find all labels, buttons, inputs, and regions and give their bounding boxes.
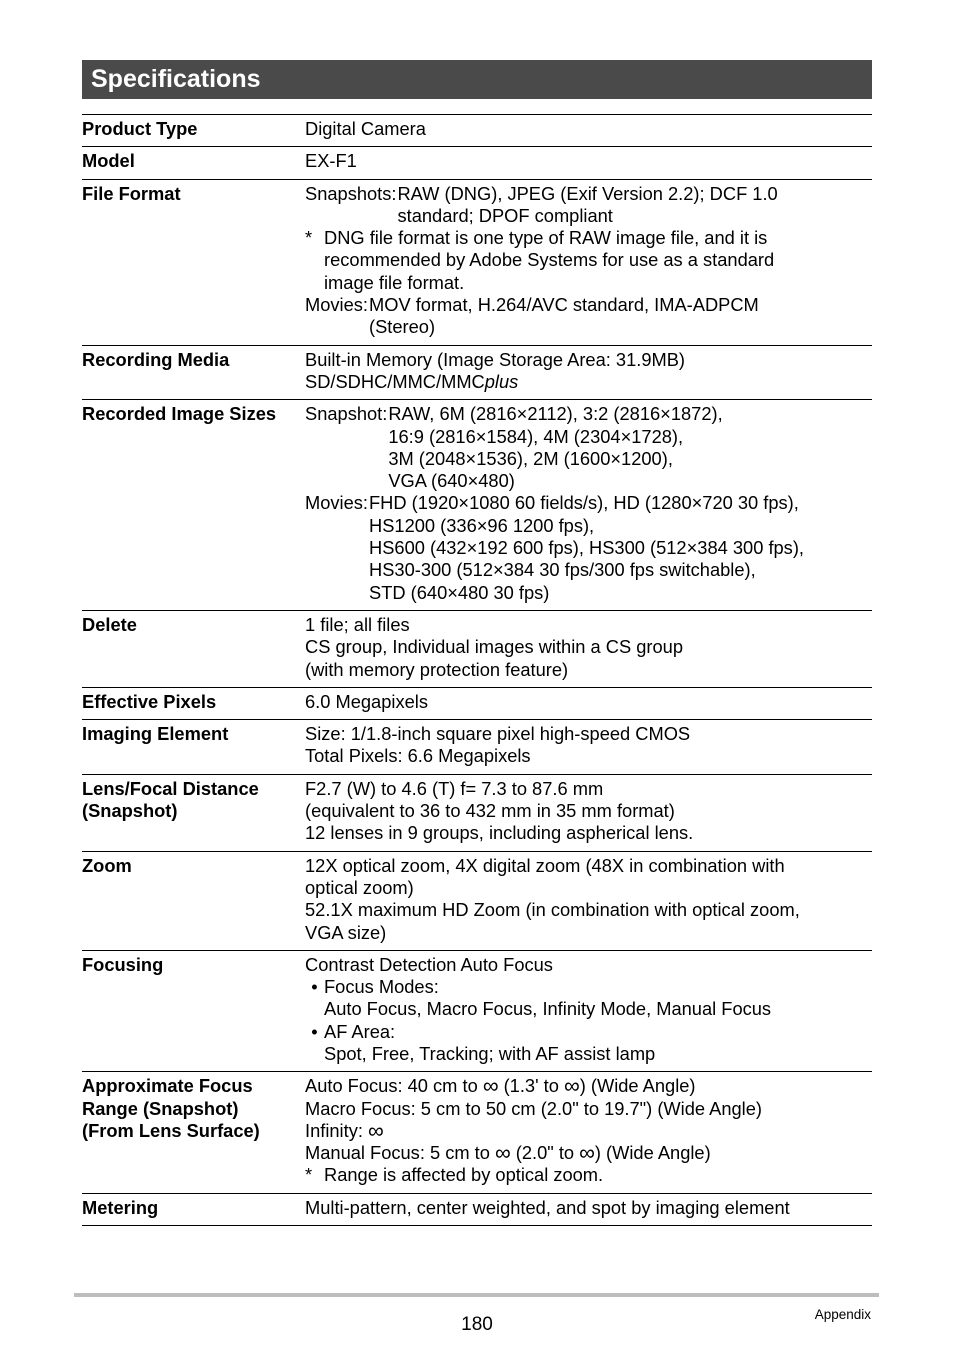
- value-line: 1 file; all files: [305, 613, 410, 635]
- af-area-title: AF Area:: [324, 1020, 396, 1042]
- row-value: [305, 1072, 872, 1193]
- text-segment: Infinity:: [305, 1119, 368, 1141]
- row-value: [305, 774, 872, 851]
- note-line: recommended by Adobe Systems for use as a standard: [324, 249, 775, 271]
- af-area-value: Spot, Free, Tracking; with AF assist lamp: [324, 1042, 656, 1064]
- row-label: Effective Pixels: [82, 687, 305, 719]
- table-row: [82, 147, 872, 179]
- page-title: Specifications: [82, 60, 872, 99]
- infinity-icon: ∞: [564, 1073, 580, 1099]
- value-line: (with memory protection feature): [305, 658, 569, 680]
- infinity-icon: ∞: [495, 1140, 511, 1166]
- table-row: [82, 774, 872, 851]
- text-segment: ) (Wide Angle): [594, 1142, 711, 1164]
- bullet-icon: •: [311, 976, 318, 998]
- label-line: (From Lens Surface): [82, 1119, 260, 1141]
- row-value: Multi-pattern, center weighted, and spot by imaging element: [305, 1193, 872, 1225]
- focus-modes-title: Focus Modes:: [324, 976, 439, 998]
- table-row: [82, 950, 872, 1071]
- table-row: [82, 115, 872, 147]
- label-line: (Snapshot): [82, 800, 178, 822]
- note-line: Range is affected by optical zoom.: [324, 1164, 604, 1186]
- row-label: Model: [82, 147, 305, 179]
- footer-divider: [74, 1293, 879, 1297]
- value-line: FHD (1920×1080 60 fields/s), HD (1280×720 30 fps),: [369, 492, 799, 514]
- note-line: DNG file format is one type of RAW image file, and it is: [324, 227, 768, 249]
- row-value: 6.0 Megapixels: [305, 687, 872, 719]
- row-value: [305, 400, 872, 611]
- movies-key: Movies:: [305, 294, 368, 316]
- value-line: CS group, Individual images within a CS group: [305, 636, 684, 658]
- auto-focus-range: [305, 1075, 872, 1097]
- value-line: VGA size): [305, 921, 387, 943]
- table-row: [82, 1072, 872, 1193]
- table-row: [82, 345, 872, 400]
- focus-modes-value: Auto Focus, Macro Focus, Infinity Mode, Manual Focus: [324, 998, 772, 1020]
- bullet-icon: •: [311, 1020, 318, 1042]
- value-line: 12 lenses in 9 groups, including aspherical lens.: [305, 822, 694, 844]
- value-line: VGA (640×480): [388, 470, 515, 492]
- row-label: [82, 774, 305, 851]
- text-segment: Auto Focus: 40 cm to: [305, 1075, 483, 1097]
- value-line: RAW (DNG), JPEG (Exif Version 2.2); DCF 1.0: [397, 182, 778, 204]
- row-label: Recording Media: [82, 345, 305, 400]
- text-segment: (2.0" to: [510, 1142, 580, 1164]
- movies-key: Movies:: [305, 492, 368, 514]
- table-row: [82, 610, 872, 687]
- text-segment: (1.3' to: [498, 1075, 564, 1097]
- table-row: [82, 1193, 872, 1225]
- row-label: File Format: [82, 179, 305, 345]
- row-label: Zoom: [82, 851, 305, 950]
- media-prefix: SD/SDHC/MMC/MMC: [305, 370, 485, 392]
- row-label: Imaging Element: [82, 720, 305, 775]
- snapshots-key: Snapshots:: [305, 182, 397, 204]
- table-row: [82, 179, 872, 345]
- label-line: Range (Snapshot): [82, 1097, 239, 1119]
- value-line: Total Pixels: 6.6 Megapixels: [305, 745, 531, 767]
- value-line: (Stereo): [369, 316, 436, 338]
- note-mark: *: [305, 227, 313, 249]
- row-value: [305, 610, 872, 687]
- macro-focus-range: Macro Focus: 5 cm to 50 cm (2.0" to 19.7") (Wide Angle): [305, 1097, 762, 1119]
- value-line: 3M (2048×1536), 2M (1600×1200),: [388, 447, 673, 469]
- snapshot-key: Snapshot:: [305, 403, 388, 425]
- value-line: [305, 371, 872, 393]
- value-line: STD (640×480 30 fps): [369, 581, 550, 603]
- specifications-table: [82, 114, 872, 1226]
- label-line: Lens/Focal Distance: [82, 777, 259, 799]
- page-number: 180: [461, 1314, 493, 1335]
- table-row: [82, 851, 872, 950]
- row-label: Delete: [82, 610, 305, 687]
- infinity-icon: ∞: [368, 1117, 384, 1143]
- label-line: Approximate Focus: [82, 1075, 253, 1097]
- text-segment: Manual Focus: 5 cm to: [305, 1142, 495, 1164]
- infinity-icon: ∞: [482, 1073, 499, 1099]
- value-line: Size: 1/1.8-inch square pixel high-speed CMOS: [305, 723, 691, 745]
- value-line: standard; DPOF compliant: [397, 204, 613, 226]
- row-label: Metering: [82, 1193, 305, 1225]
- value-line: (equivalent to 36 to 432 mm in 35 mm format): [305, 800, 675, 822]
- row-value: [305, 720, 872, 775]
- value-line: Contrast Detection Auto Focus: [305, 953, 553, 975]
- row-label: Recorded Image Sizes: [82, 400, 305, 611]
- table-row: [82, 687, 872, 719]
- section-name: Appendix: [814, 1307, 871, 1322]
- value-line: HS1200 (336×96 1200 fps),: [369, 514, 595, 536]
- value-line: Built-in Memory (Image Storage Area: 31.9MB): [305, 348, 685, 370]
- value-line: HS30-300 (512×384 30 fps/300 fps switchable),: [369, 559, 756, 581]
- value-line: F2.7 (W) to 4.6 (T) f= 7.3 to 87.6 mm: [305, 777, 604, 799]
- value-line: optical zoom): [305, 876, 414, 898]
- row-value: EX-F1: [305, 147, 872, 179]
- table-row: [82, 720, 872, 775]
- value-line: HS600 (432×192 600 fps), HS300 (512×384 300 fps),: [369, 537, 804, 559]
- value-line: MOV format, H.264/AVC standard, IMA-ADPCM: [369, 294, 759, 316]
- infinity-icon: ∞: [579, 1140, 595, 1166]
- row-label: [82, 1072, 305, 1193]
- value-line: 12X optical zoom, 4X digital zoom (48X in combination with: [305, 854, 785, 876]
- table-row: [82, 400, 872, 611]
- note-mark: *: [305, 1164, 313, 1186]
- row-value: Digital Camera: [305, 115, 872, 147]
- media-italic-suffix: plus: [484, 370, 519, 392]
- row-value: [305, 950, 872, 1071]
- row-value: [305, 179, 872, 345]
- value-line: 52.1X maximum HD Zoom (in combination with optical zoom,: [305, 899, 800, 921]
- note-line: image file format.: [324, 271, 465, 293]
- row-value: [305, 851, 872, 950]
- manual-focus-range: [305, 1142, 872, 1164]
- value-line: RAW, 6M (2816×2112), 3:2 (2816×1872),: [388, 403, 723, 425]
- text-segment: ) (Wide Angle): [579, 1075, 696, 1097]
- row-label: Product Type: [82, 115, 305, 147]
- infinity-range: [305, 1117, 872, 1143]
- row-value: [305, 345, 872, 400]
- value-line: 16:9 (2816×1584), 4M (2304×1728),: [388, 425, 684, 447]
- row-label: Focusing: [82, 950, 305, 1071]
